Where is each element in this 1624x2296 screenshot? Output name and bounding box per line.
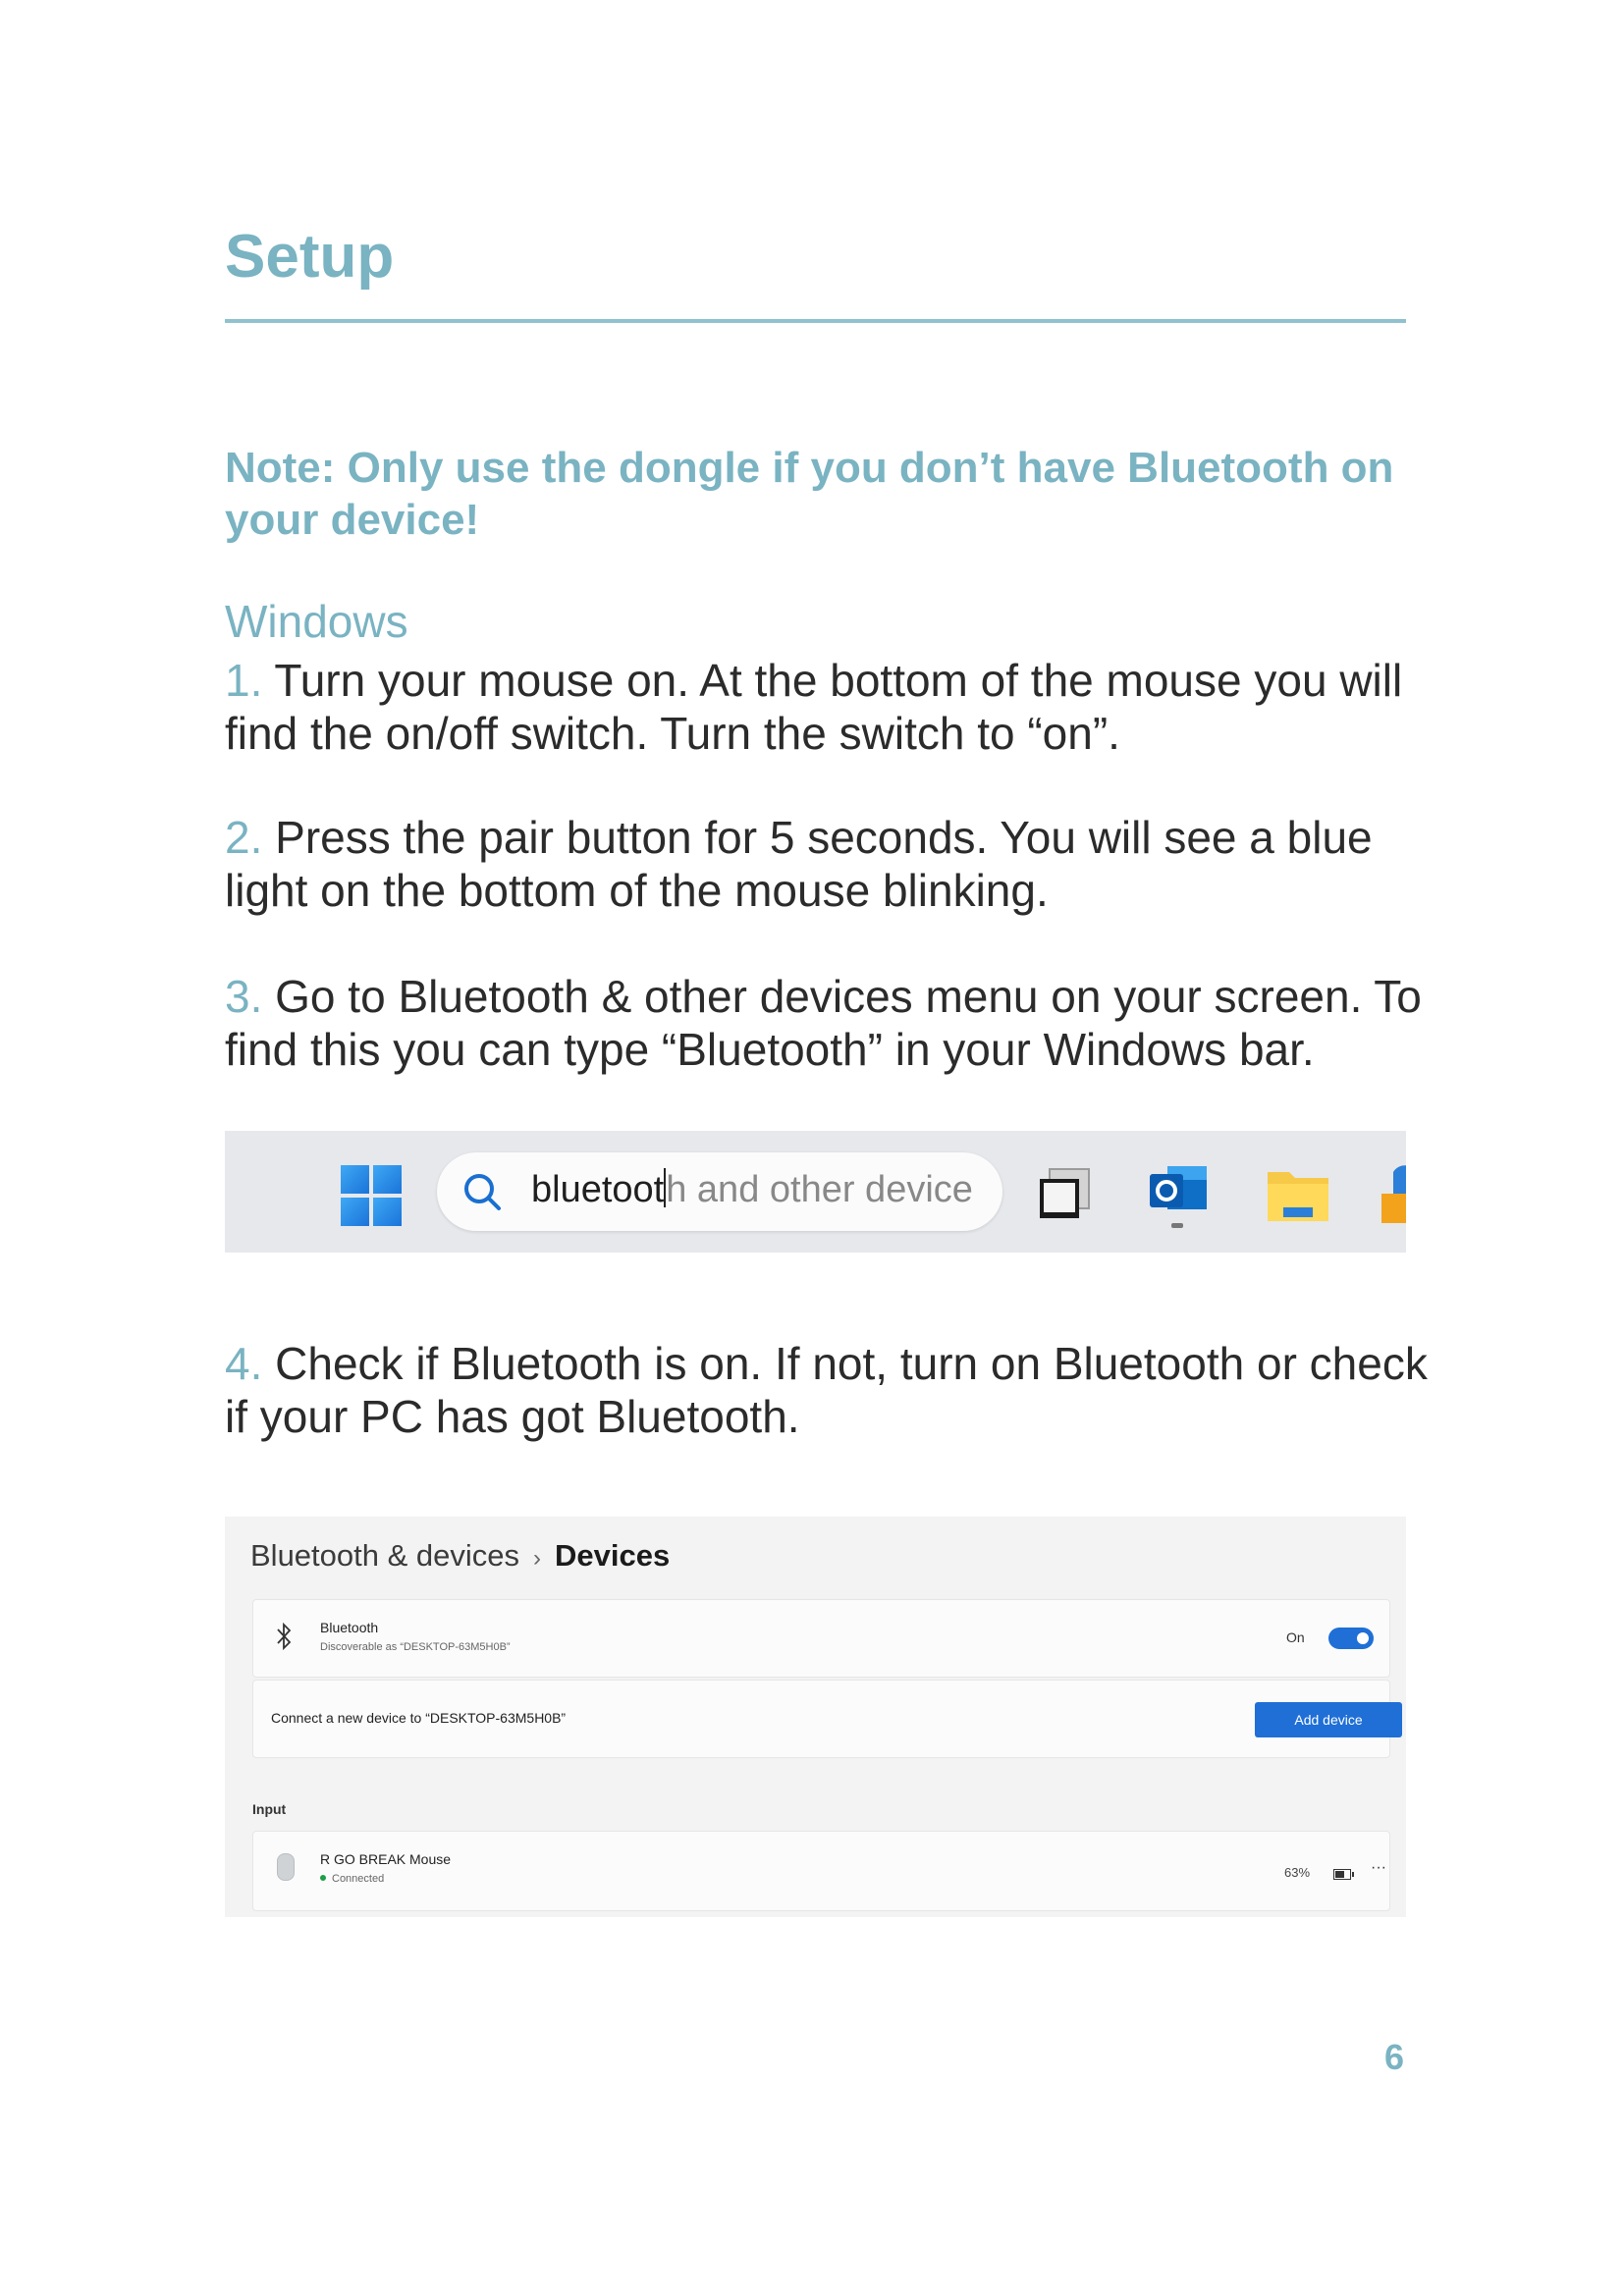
step-number: 4. <box>225 1338 263 1389</box>
battery-percent: 63% <box>1284 1865 1311 1880</box>
title-divider <box>225 319 1406 323</box>
search-typed-text: bluetoot <box>531 1169 665 1210</box>
breadcrumb <box>250 1538 670 1574</box>
chevron-right-icon: › <box>533 1545 542 1572</box>
step-1 <box>225 654 1442 760</box>
connected-dot-icon <box>320 1875 326 1881</box>
bluetooth-toggle[interactable] <box>1328 1628 1374 1649</box>
bluetooth-label: Bluetooth <box>320 1620 379 1635</box>
taskbar-screenshot <box>225 1131 1406 1253</box>
connect-device-card <box>252 1680 1390 1758</box>
bluetooth-icon <box>273 1622 295 1651</box>
step-text: Check if Bluetooth is on. If not, turn on Bluetooth or check if your PC has got Bluetooth. <box>225 1338 1428 1442</box>
step-text: Go to Bluetooth & other devices menu on your screen. To find this you can type “Bluetooth” in your Windows bar. <box>225 971 1422 1075</box>
device-row[interactable] <box>252 1831 1390 1911</box>
taskbar-search-box[interactable] <box>437 1152 1002 1231</box>
battery-icon <box>1333 1869 1351 1880</box>
search-icon <box>460 1170 504 1213</box>
windows-start-icon[interactable] <box>341 1165 402 1226</box>
step-number: 1. <box>225 655 263 706</box>
windows-subheading: Windows <box>225 596 408 647</box>
device-status <box>320 1873 384 1885</box>
toggle-state-label: On <box>1286 1629 1305 1645</box>
step-number: 3. <box>225 971 263 1022</box>
battery-fill <box>1335 1871 1344 1878</box>
device-status-text: Connected <box>332 1873 385 1885</box>
device-name: R GO BREAK Mouse <box>320 1851 452 1867</box>
file-explorer-icon[interactable] <box>1266 1164 1330 1223</box>
outlook-icon[interactable] <box>1146 1160 1211 1231</box>
toggle-knob <box>1357 1632 1369 1644</box>
discoverable-text: Discoverable as “DESKTOP-63M5H0B” <box>320 1641 511 1653</box>
mouse-icon <box>277 1853 295 1881</box>
task-view-icon[interactable] <box>1036 1165 1093 1222</box>
step-text: Turn your mouse on. At the bottom of the mouse you will find the on/off switch. Turn the switch to “on”. <box>225 655 1403 759</box>
page-title: Setup <box>225 223 395 291</box>
more-options-icon[interactable]: ··· <box>1371 1859 1386 1876</box>
bluetooth-card <box>252 1599 1390 1678</box>
page-number: 6 <box>1384 2037 1405 2077</box>
step-3 <box>225 970 1442 1076</box>
input-section-label: Input <box>252 1801 287 1817</box>
step-number: 2. <box>225 812 263 863</box>
add-device-button[interactable]: Add device <box>1255 1702 1402 1737</box>
search-suggestion-text: h and other device <box>666 1169 973 1210</box>
step-4 <box>225 1337 1442 1443</box>
connect-device-text: Connect a new device to “DESKTOP-63M5H0B” <box>271 1710 567 1726</box>
breadcrumb-current: Devices <box>555 1538 671 1573</box>
settings-screenshot <box>225 1517 1406 1917</box>
dongle-note: Note: Only use the dongle if you don’t have Bluetooth on your device! <box>225 444 1394 544</box>
breadcrumb-parent[interactable]: Bluetooth & devices <box>250 1538 520 1573</box>
step-2 <box>225 811 1442 917</box>
store-icon[interactable] <box>1378 1164 1406 1227</box>
search-input[interactable] <box>531 1168 973 1211</box>
step-text: Press the pair button for 5 seconds. You will see a blue light on the bottom of the mouse blinking. <box>225 812 1373 916</box>
